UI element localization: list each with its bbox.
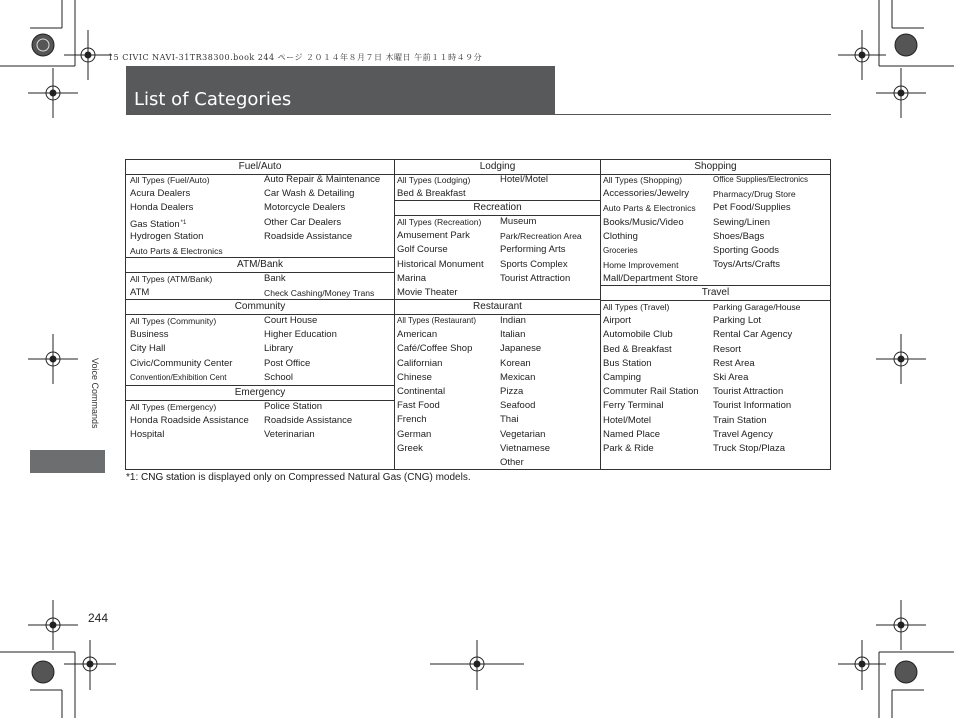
category-item: Groceries xyxy=(603,246,638,255)
category-item: Office Supplies/Electronics xyxy=(713,175,809,184)
category-item: Named Place xyxy=(603,428,661,440)
category-item: American xyxy=(397,329,438,341)
category-item: Bus Station xyxy=(603,357,652,369)
category-item: Japanese xyxy=(500,343,542,355)
category-item: Check Cashing/Money Trans xyxy=(264,288,375,299)
print-file-info: 15 CIVIC NAVI-31TR38300.book 244 ページ ２０１４年８月７日 木曜日 午前１１時４９分 xyxy=(108,53,483,62)
side-tab-label: Voice Commands xyxy=(90,358,100,429)
category-item: Automobile Club xyxy=(603,329,673,341)
category-item: Café/Coffee Shop xyxy=(397,343,473,355)
category-item: Museum xyxy=(500,216,537,227)
section-heading-lodging: Lodging xyxy=(395,160,600,175)
footnote xyxy=(126,472,471,483)
section-heading-community: Community xyxy=(126,299,394,315)
category-item: All Types (Restaurant) xyxy=(397,316,476,325)
category-item: Train Station xyxy=(713,414,767,426)
category-item: German xyxy=(397,428,432,440)
category-item: All Types (Travel) xyxy=(603,302,670,312)
section-heading-fuel: Fuel/Auto xyxy=(126,160,394,175)
category-item: Airport xyxy=(603,315,631,327)
category-item: Hotel/Motel xyxy=(603,414,652,426)
category-item: ATM xyxy=(130,287,150,299)
category-item: Marina xyxy=(397,272,427,284)
column-1 xyxy=(126,160,394,469)
footnote-ref: *1 xyxy=(180,219,187,226)
category-item: Ski Area xyxy=(713,372,749,383)
category-item: Auto Parts & Electronics xyxy=(130,246,223,256)
category-item: Rental Car Agency xyxy=(713,329,793,341)
category-item: Mexican xyxy=(500,371,536,383)
category-item: Parking Garage/House xyxy=(713,302,801,312)
category-item: Motorcycle Dealers xyxy=(264,202,346,214)
section-heading-emergency: Emergency xyxy=(126,385,394,401)
category-item: Veterinarian xyxy=(264,429,315,441)
category-item: Library xyxy=(264,343,294,355)
category-item: School xyxy=(264,371,294,383)
page-number: 244 xyxy=(88,611,109,625)
category-item: Vegetarian xyxy=(500,428,546,440)
category-item: Vietnamese xyxy=(500,442,550,454)
category-item: Pizza xyxy=(500,386,524,397)
category-item: Thai xyxy=(500,414,519,426)
category-item: Clothing xyxy=(603,230,638,242)
footnote-marker: *1: xyxy=(126,472,139,483)
category-item: Toys/Arts/Crafts xyxy=(713,259,781,271)
category-item: All Types (Emergency) xyxy=(130,402,217,412)
category-item: Tourist Information xyxy=(713,400,792,412)
category-item: Sewing/Linen xyxy=(713,216,771,228)
category-item: Mall/Department Store xyxy=(603,273,699,285)
category-item: Continental xyxy=(397,386,446,397)
category-item: Police Station xyxy=(264,401,323,412)
title-bar xyxy=(126,66,555,114)
category-item: Accessories/Jewelry xyxy=(603,188,690,200)
section-heading-shopping: Shopping xyxy=(601,160,830,175)
category-item: Honda Roadside Assistance xyxy=(130,415,249,427)
category-item: Auto Repair & Maintenance xyxy=(264,174,381,185)
category-item: Chinese xyxy=(397,371,432,383)
category-item: Park & Ride xyxy=(603,443,654,454)
category-item: French xyxy=(397,414,427,426)
category-item: Californian xyxy=(397,357,443,369)
category-item: All Types (ATM/Bank) xyxy=(130,274,213,284)
category-item: Fast Food xyxy=(397,400,440,412)
category-item: All Types (Recreation) xyxy=(397,217,482,227)
category-item: Higher Education xyxy=(264,329,337,341)
category-item: Court House xyxy=(264,315,318,326)
page-title: List of Categories xyxy=(134,89,292,110)
category-item: Commuter Rail Station xyxy=(603,386,699,398)
category-item: Tourist Attraction xyxy=(713,386,784,398)
title-rule xyxy=(126,114,831,115)
category-item: Gas Station$^{*1}$ xyxy=(130,218,187,230)
footnote-term: CNG station xyxy=(141,472,196,483)
category-item: Auto Parts & Electronics xyxy=(603,203,696,214)
section-heading-restaurant: Restaurant xyxy=(395,299,600,315)
category-item: All Types (Shopping) xyxy=(603,175,683,185)
category-item: Bed & Breakfast xyxy=(603,343,672,355)
category-item: Hospital xyxy=(130,429,165,441)
column-2 xyxy=(395,160,600,469)
category-item: Bed & Breakfast xyxy=(397,188,466,200)
category-item: Sporting Goods xyxy=(713,245,780,256)
category-item: Sports Complex xyxy=(500,258,568,270)
category-item: Shoes/Bags xyxy=(713,230,765,242)
category-item: Golf Course xyxy=(397,244,448,256)
category-item: Convention/Exhibition Cent xyxy=(130,372,227,382)
category-item: Civic/Community Center xyxy=(130,357,233,369)
category-item: Korean xyxy=(500,357,531,369)
category-item: Books/Music/Video xyxy=(603,216,684,228)
side-tab-marker xyxy=(30,450,105,473)
category-item: Indian xyxy=(500,315,526,326)
category-item: Hotel/Motel xyxy=(500,174,549,185)
category-item: Roadside Assistance xyxy=(264,415,353,427)
category-item: Historical Monument xyxy=(397,258,484,270)
category-item: Greek xyxy=(397,442,423,454)
category-item: Hydrogen Station xyxy=(130,230,204,242)
category-item: Other xyxy=(500,457,524,468)
category-item: Seafood xyxy=(500,400,536,412)
category-item: Travel Agency xyxy=(713,428,773,440)
category-item: Pet Food/Supplies xyxy=(713,202,791,214)
category-item: Movie Theater xyxy=(397,287,458,298)
category-item: Park/Recreation Area xyxy=(500,231,582,242)
category-item: Car Wash & Detailing xyxy=(264,188,355,200)
category-item: Camping xyxy=(603,372,642,383)
footnote-text: is displayed only on Compressed Natural Gas (CNG) models. xyxy=(198,472,471,483)
category-item: Truck Stop/Plaza xyxy=(713,443,785,454)
category-item: Pharmacy/Drug Store xyxy=(713,189,796,200)
category-item: Ferry Terminal xyxy=(603,400,664,412)
category-item: Business xyxy=(130,329,169,341)
section-heading-recreation: Recreation xyxy=(395,200,600,216)
category-item: Home Improvement xyxy=(603,260,679,271)
category-item: Rest Area xyxy=(713,357,755,369)
category-item: All Types (Community) xyxy=(130,316,217,326)
category-item: All Types (Fuel/Auto) xyxy=(130,175,210,185)
category-item: All Types (Lodging) xyxy=(397,175,471,185)
category-item: Resort xyxy=(713,343,741,355)
category-item: Roadside Assistance xyxy=(264,230,353,242)
section-heading-atm: ATM/Bank xyxy=(126,257,394,273)
category-item: Post Office xyxy=(264,357,311,369)
category-item: Other Car Dealers xyxy=(264,216,342,228)
category-item: Tourist Attraction xyxy=(500,272,571,284)
category-item: Amusement Park xyxy=(397,230,470,242)
category-item: City Hall xyxy=(130,343,166,355)
category-item: Parking Lot xyxy=(713,315,762,327)
category-item: Italian xyxy=(500,329,526,341)
categories-table xyxy=(125,159,831,470)
category-item: Bank xyxy=(264,273,286,284)
category-item: Performing Arts xyxy=(500,244,566,256)
section-heading-travel: Travel xyxy=(601,285,830,301)
category-item: Acura Dealers xyxy=(130,188,191,200)
category-item: Honda Dealers xyxy=(130,202,194,214)
column-3 xyxy=(601,160,830,469)
